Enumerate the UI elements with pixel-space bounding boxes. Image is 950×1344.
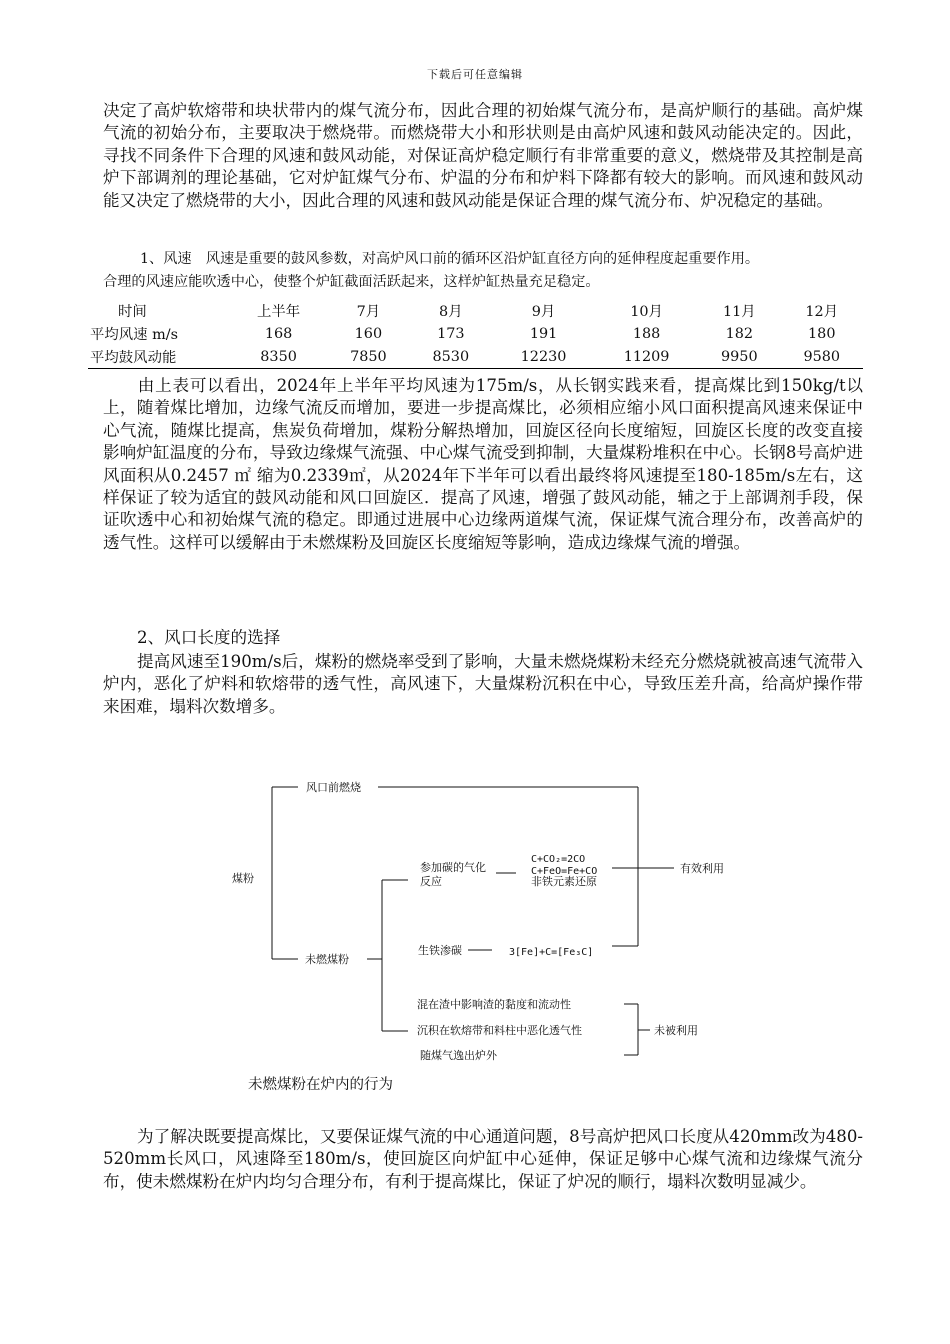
paragraph-tuyere-length-text: 为了解决既要提高煤比，又要保证煤气流的中心通道问题，8号高炉把风口长度从420mm改为480-520mm长风口，风速降至180m/s，使回旋区向炉缸中心延伸，保证足够中心煤气流和边缘煤气流分布，使未燃煤粉在炉内均匀合理分布，有利于提高煤比，保证了炉况的顺行，塌料次数明显减少。: [103, 1127, 863, 1191]
paragraph-high-speed: [103, 651, 863, 718]
diagram-label-escape: 随煤气逸出炉外: [420, 1049, 497, 1062]
table-header-cell: 8月: [439, 304, 463, 320]
table-cell: 9950: [698, 345, 780, 369]
paragraph-intro: 决定了高炉软熔带和块状带内的煤气流分布，因此合理的初始煤气流分布，是高炉顺行的基础。高炉煤气流的初始分布，主要取决于燃烧带。而燃烧带大小和形状则是由高炉风速和鼓风动能决定的。因此，寻找不同条件下合理的风速和鼓风动能，对保证高炉稳定顺行有非常重要的意义，燃烧带及其控制是高炉下部调剂的理论基础，它对炉缸煤气分布、炉温的分布和炉料下降都有较大的影响。而风速和鼓风动能又决定了燃烧带的大小，因此合理的风速和鼓风动能是保证合理的煤气流分布、炉况稳定的基础。: [103, 101, 863, 210]
diagram-label-gasification-1: 参加碳的气化: [420, 861, 486, 874]
table-cell: 12230: [492, 345, 595, 369]
table-header-cell: 10月: [630, 304, 663, 320]
table-row: [88, 345, 863, 369]
table-cell: 180: [808, 325, 836, 342]
table-cell: 8350: [230, 345, 327, 369]
table-cell: 168: [264, 325, 293, 342]
table-header-cell: 上半年: [257, 304, 301, 320]
table-header-row: [88, 299, 863, 322]
diagram-label-unburnt: 未燃煤粉: [305, 953, 349, 966]
table-row: [88, 322, 863, 345]
paragraph-high-speed-text: 提高风速至190m/s后，煤粉的燃烧率受到了影响，大量未燃烧煤粉未经充分燃烧就被高速气流带入炉内，恶化了炉料和软熔带的透气性，高风速下，大量煤粉沉积在中心，导致压差升高，给高炉操作带来困难，塌料次数增多。: [103, 652, 863, 716]
diagram-reaction-3: 非铁元素还原: [531, 875, 597, 888]
table-header-cell: 时间: [118, 304, 147, 320]
diagram-reaction-4: 3[Fe]+C=[Fe₃C]: [509, 947, 594, 958]
section-2-title: [103, 627, 863, 649]
table-cell: 11209: [595, 345, 698, 369]
diagram-label-coal: 煤粉: [232, 872, 254, 885]
table-cell: 160: [354, 325, 383, 342]
diagram-label-carburization: 生铁渗碳: [418, 944, 462, 957]
table-cell: 9580: [781, 345, 863, 369]
section-2-title-text: 2、风口长度的选择: [137, 628, 281, 647]
diagram-label-combustion: 风口前燃烧: [306, 781, 361, 794]
paragraph-tuyere-length: [103, 1126, 863, 1193]
diagram-label-gasification-2: 反应: [420, 875, 442, 888]
wind-speed-table: [88, 299, 863, 369]
paragraph-analysis-text: 由上表可以看出，2024年上半年平均风速为175m/s，从长钢实践来看，提高煤比到150kg/t以上，随着煤比增加，边缘气流反而增加，要进一步提高煤比，必须相应缩小风口面积提高风速来保证中心气流，随煤比提高，焦炭负荷增加，煤粉分解热增加，回旋区径向长度缩短，回旋区长度的改变直接影响炉缸温度的分布，导致边缘煤气流强、中心煤气流受到抑制，大量煤粉堆积在中心。长钢8号高炉进风面积从0.2457 ㎡ 缩为0.2339㎡，从2024年下半年可以看出最终将风速提至180-185m/s左右，这样保证了较为适宜的鼓风动能和风口回旋区．提高了风速，增强了鼓风动能，辅之于上部调剂手段，保证吹透中心和初始煤气流的稳定。即通过进展中心边缘两道煤气流，保证煤气流合理分布，改善高炉的透气性。这样可以缓解由于未燃煤粉及回旋区长度缩短等影响，造成边缘煤气流的增强。: [103, 376, 863, 552]
diagram-reaction-2: C+FeO=Fe+CO: [531, 866, 598, 877]
table-header-cell: 11月: [722, 304, 756, 320]
table-header-cell: 12月: [805, 304, 839, 320]
page-header: 下载后可任意编辑: [427, 68, 523, 81]
table-cell: 191: [529, 325, 558, 342]
table-cell: 188: [632, 325, 661, 342]
section-1-line-1: 1、风速 风速是重要的鼓风参数，对高炉风口前的循环区沿炉缸直径方向的延伸程度起重要作用。: [140, 251, 760, 267]
diagram-label-slag: 混在渣中影响渣的黏度和流动性: [417, 998, 571, 1011]
diagram-reaction-1: C+CO₂=2CO: [531, 854, 586, 865]
table-header-cell: 7月: [356, 304, 381, 320]
table-cell: 182: [725, 325, 754, 342]
diagram-label-effective: 有效利用: [680, 862, 724, 875]
paragraph-analysis: [103, 375, 863, 554]
table-row-label: 平均鼓风动能: [88, 345, 230, 369]
diagram-caption: 未燃煤粉在炉内的行为: [248, 1077, 393, 1093]
table-cell: 8530: [410, 345, 492, 369]
table-cell: 7850: [327, 345, 409, 369]
section-1-line-2: 合理的风速应能吹透中心，使整个炉缸截面活跃起来，这样炉缸热量充足稳定。: [103, 274, 600, 290]
diagram-label-unused: 未被利用: [654, 1024, 698, 1037]
unburnt-coal-diagram: [220, 770, 760, 1070]
diagram-label-deposit: 沉积在软熔带和料柱中恶化透气性: [417, 1024, 582, 1037]
table-row-label: 平均风速 m/s: [90, 327, 179, 343]
table-header-cell: 9月: [531, 304, 556, 320]
table-cell: 173: [437, 325, 465, 342]
